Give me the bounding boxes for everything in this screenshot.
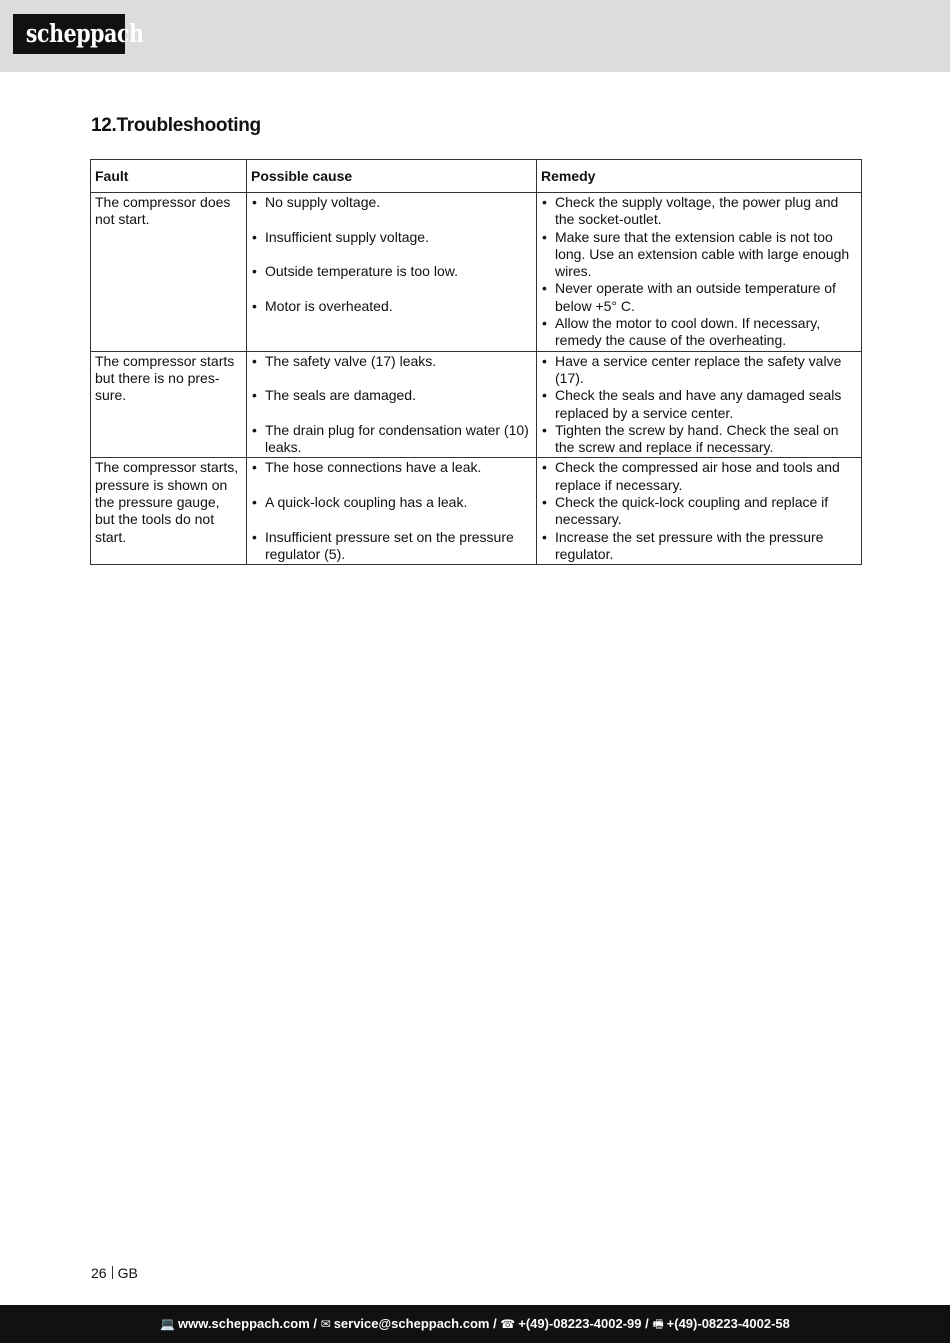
footer-separator: / (489, 1316, 501, 1331)
remedy-list (541, 194, 857, 350)
fax-icon: 🖷 (652, 1317, 664, 1331)
fault-cell: The compressor starts, pressure is shown on the pressure gauge, but the tools do not start. (91, 458, 247, 565)
list-item: • Allow the motor to cool down. If necessary, remedy the cause of the overheating. (541, 315, 857, 350)
column-header-remedy: Remedy (537, 160, 862, 193)
footer-fax: +(49)-08223-4002-58 (666, 1316, 790, 1331)
page-language: GB (117, 1265, 138, 1281)
list-item: • The hose connections have a leak. (251, 459, 532, 476)
computer-icon: 💻 (160, 1317, 176, 1331)
list-item: • Motor is overheated. (251, 298, 532, 315)
logo-text: scheppach (25, 19, 144, 48)
list-item: • Increase the set pressure with the pressure regulator. (541, 529, 857, 564)
table-row (91, 458, 862, 565)
list-item: • The drain plug for condensation water (10) leaks. (251, 422, 532, 457)
list-item: • The safety valve (17) leaks. (251, 353, 532, 370)
list-item: • Have a service center replace the safety valve (17). (541, 353, 857, 388)
page-number-value: 26 (91, 1265, 107, 1281)
table-header-row (91, 160, 862, 193)
list-item: • Check the seals and have any damaged seals replaced by a service center. (541, 387, 857, 422)
cause-cell (247, 193, 537, 352)
list-item: • Never operate with an outside temperature of below +5° C. (541, 280, 857, 315)
envelope-icon: ✉ (320, 1317, 331, 1331)
cause-list (251, 353, 532, 457)
remedy-cell (537, 458, 862, 565)
list-item: • Make sure that the extension cable is not too long. Use an extension cable with large enough wires. (541, 229, 857, 281)
footer-phone: +(49)-08223-4002-99 (518, 1316, 642, 1331)
list-item: • A quick-lock coupling has a leak. (251, 494, 532, 511)
list-item: • Tighten the screw by hand. Check the seal on the screw and replace if necessary. (541, 422, 857, 457)
header-band (0, 0, 950, 72)
fault-cell: The compressor does not start. (91, 193, 247, 352)
cause-cell (247, 458, 537, 565)
contact-footer (0, 1305, 950, 1343)
column-header-possible-cause: Possible cause (247, 160, 537, 193)
page-number (91, 1265, 138, 1281)
footer-email-link[interactable]: service@scheppach.com (333, 1316, 490, 1331)
table-row (91, 351, 862, 458)
footer-website-link[interactable]: www.scheppach.com (178, 1316, 310, 1331)
section-title: 12.Troubleshooting (91, 115, 261, 136)
remedy-list (541, 459, 857, 563)
list-item: • Check the quick-lock coupling and replace if necessary. (541, 494, 857, 529)
list-item: • Outside temperature is too low. (251, 263, 532, 280)
footer-separator: / (641, 1316, 653, 1331)
scheppach-logo (13, 14, 144, 54)
list-item: • The seals are damaged. (251, 387, 532, 404)
list-item: • Check the supply voltage, the power plug and the socket-outlet. (541, 194, 857, 229)
fault-cell: The compressor starts but there is no pres-sure. (91, 351, 247, 458)
cause-cell (247, 351, 537, 458)
column-header-fault: Fault (91, 160, 247, 193)
telephone-icon: ☎ (500, 1317, 516, 1331)
page-number-divider (112, 1266, 113, 1279)
remedy-cell (537, 193, 862, 352)
cause-list (251, 459, 532, 563)
list-item: • No supply voltage. (251, 194, 532, 211)
remedy-cell (537, 351, 862, 458)
list-item: • Check the compressed air hose and tools and replace if necessary. (541, 459, 857, 494)
list-item: • Insufficient pressure set on the pressure regulator (5). (251, 529, 532, 564)
table-row (91, 193, 862, 352)
cause-list (251, 194, 532, 315)
troubleshooting-table (90, 159, 862, 565)
remedy-list (541, 353, 857, 457)
list-item: • Insufficient supply voltage. (251, 229, 532, 246)
footer-separator: / (309, 1316, 321, 1331)
